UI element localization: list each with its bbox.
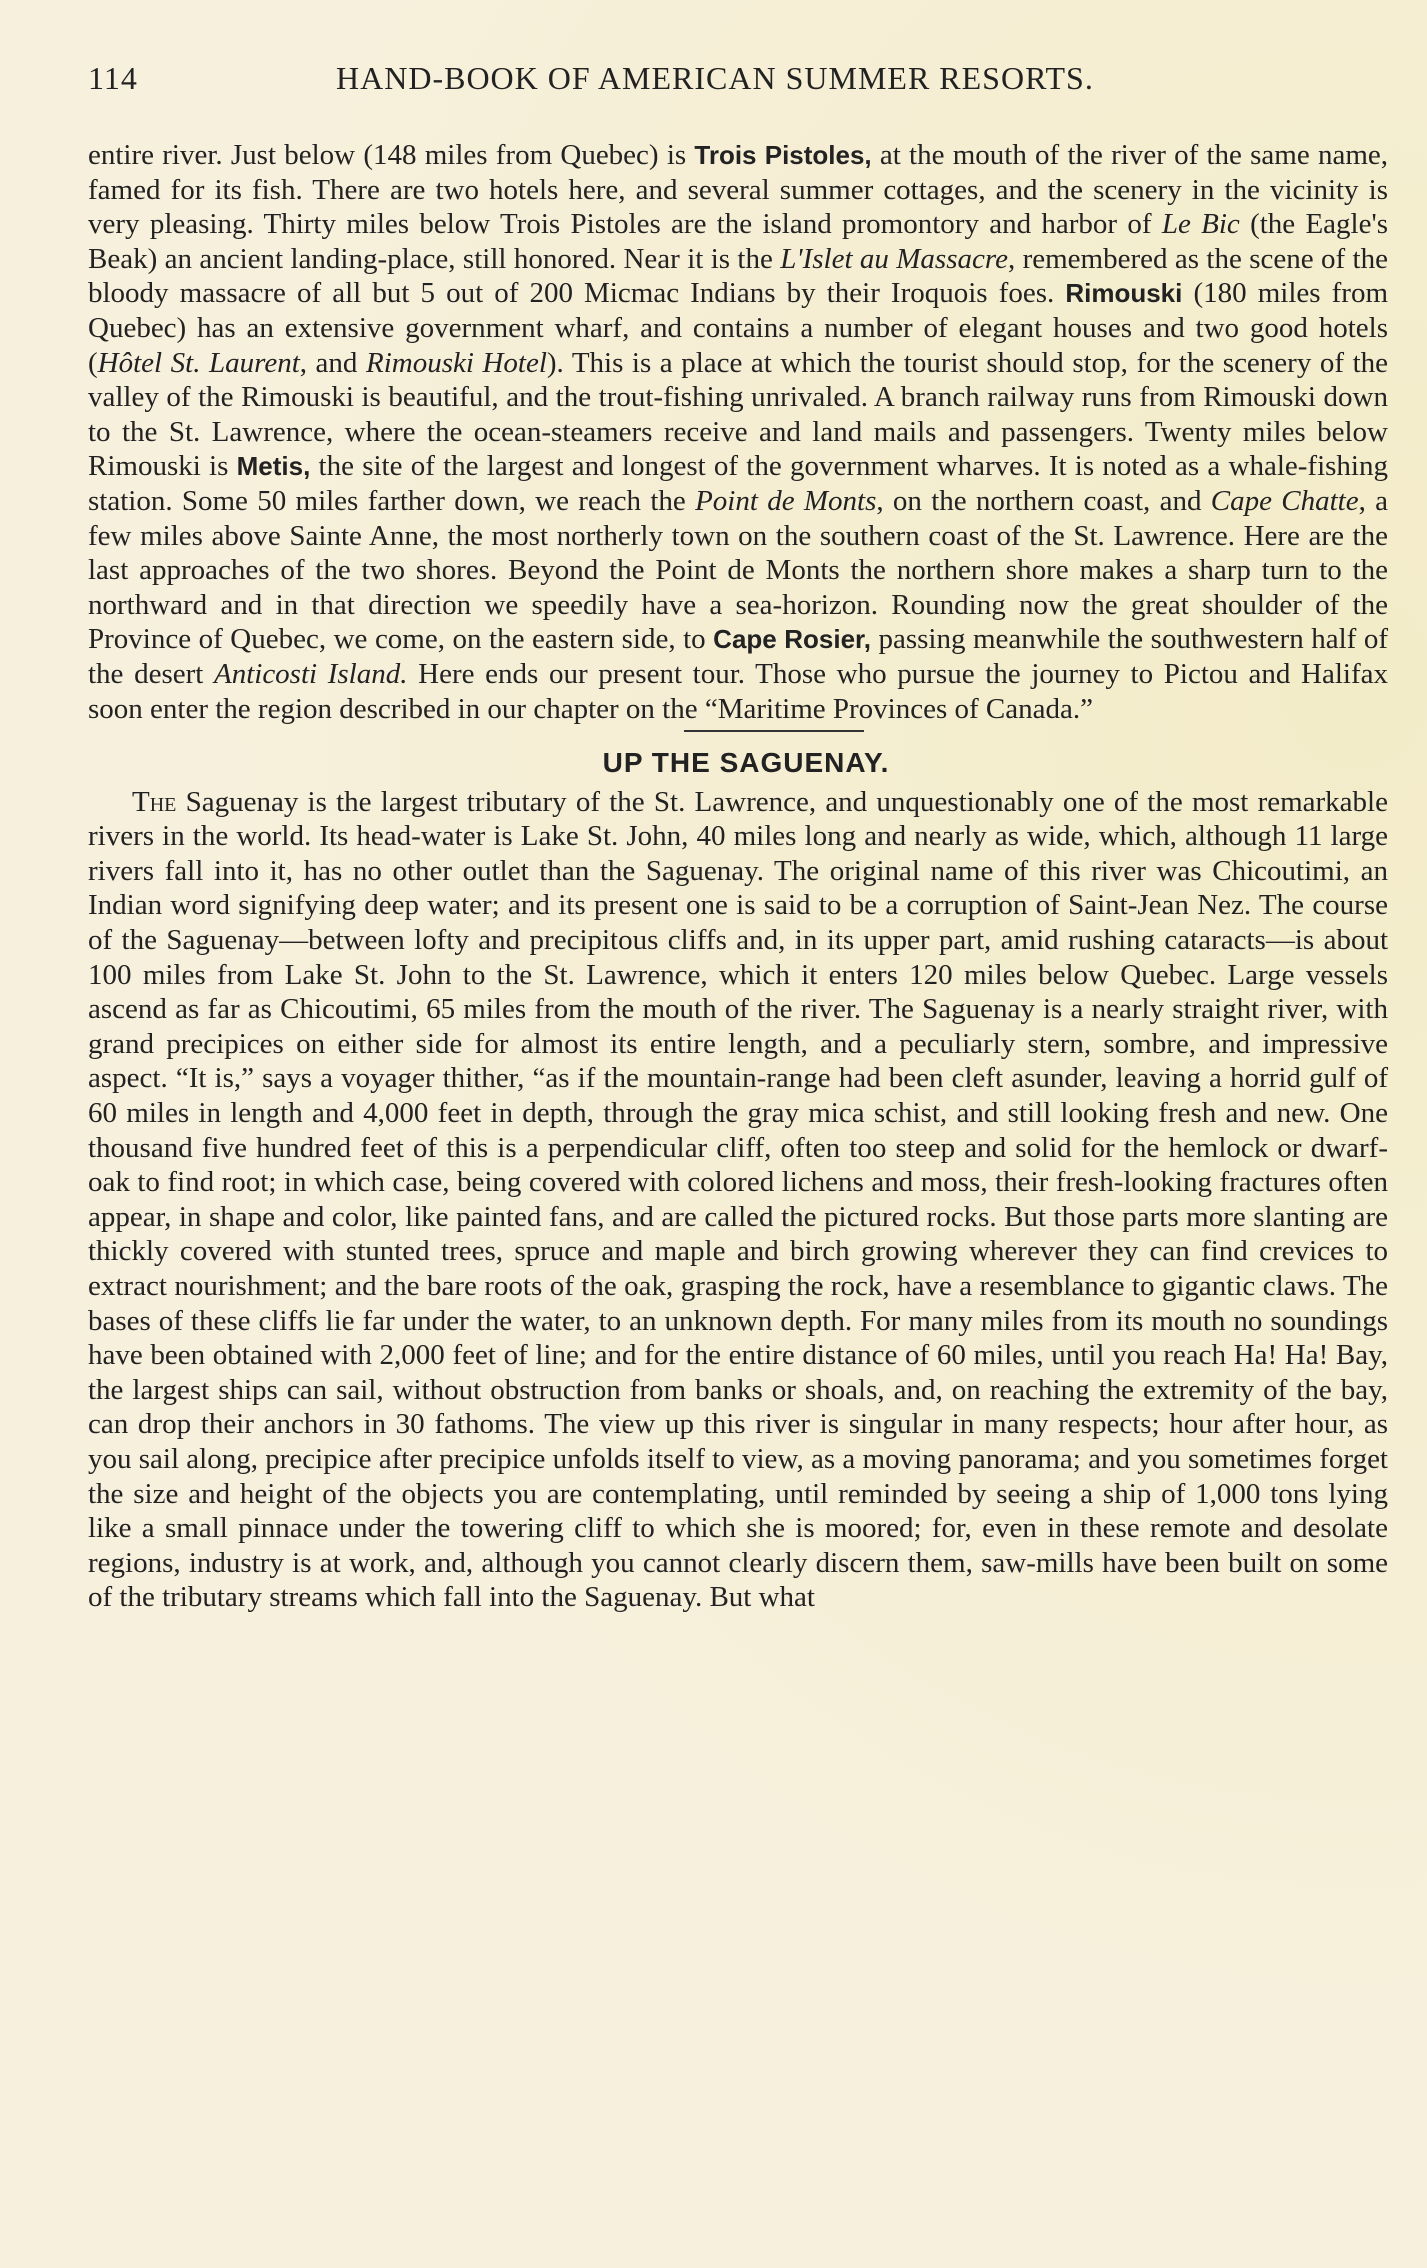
place-name-cape-rosier: Cape Rosier, (713, 624, 871, 655)
italic-anticosti-island: Anticosti Island. (213, 657, 408, 690)
italic-hotel-st-laurent: Hôtel St. Laurent (97, 346, 300, 379)
section-heading: UP THE SAGUENAY. (602, 747, 890, 779)
italic-rimouski-hotel: Rimouski Hotel (365, 346, 547, 379)
italic-islet-au-massacre: L'Islet au Massacre (780, 242, 1008, 275)
place-name-metis: Metis, (236, 451, 311, 482)
body-text (88, 138, 1388, 1615)
text-run: entire river. Just below (148 miles from Quebec) is (88, 139, 695, 171)
text-run: , on the northern coast, and (876, 484, 1211, 517)
running-title: HAND-BOOK OF AMERICAN SUMMER RESORTS. (336, 60, 1094, 96)
text-run: ). This is a place at which the tourist should stop, for the scenery of the valley of the Rimouski is beautiful, and the trout-fishing unrivaled. A branch railway runs from Rimouski down to the St. Lawrence, where the ocean-steamers receive and land mails and passengers. Twenty miles below Rimouski is (88, 346, 1389, 483)
place-name-trois-pistoles: Trois Pistoles, (694, 140, 872, 170)
text-run: Here ends our present tour. Those who pursue the journey to Pictou and Halifax soon enter the region described in our chapter on the “Maritime Provinces of Canada.” (88, 657, 1389, 725)
text-run: , and (299, 346, 366, 379)
book-page (88, 52, 1388, 1615)
italic-le-bic: Le Bic (1161, 208, 1240, 241)
paragraph-st-lawrence-tour (88, 138, 1388, 726)
paragraph-saguenay (88, 785, 1388, 1615)
text-run: (the Eagle's Beak) an ancient landing-place, still honored. Near it is the (88, 208, 1388, 275)
running-head (88, 52, 1388, 112)
italic-cape-chatte: Cape Chatte (1210, 484, 1359, 517)
italic-point-de-monts: Point de Monts (695, 484, 877, 517)
place-name-rimouski: Rimouski (1065, 278, 1183, 309)
text-run: , a few miles above Sainte Anne, the most northerly town on the southern coast of the St. Lawrence. Here are the last approaches of the two shores. Beyond the Point de Monts the northern shore makes a sharp turn to the northward and in that direction we speedily have a sea-horizon. Rounding now the great shoulder of the Province of Quebec, we come, on the eastern side, to (88, 484, 1389, 656)
text-run: Saguenay is the largest tributary of the St. Lawrence, and unquestionably one of the most remarkable rivers in the world. Its head-water is Lake St. John, 40 miles long and nearly as wide, which, although 11 large rivers fall into it, has no other outlet than the Saguenay. The original name of this river was Chicoutimi, an Indian word signifying deep water; and its present one is said to be a corruption of Saint-Jean Nez. The course of the Saguenay—between lofty and precipitous cliffs and, in its upper part, amid rushing cataracts—is about 100 miles from Lake St. John to the St. Lawrence, which it enters 120 miles below Quebec. Large vessels ascend as far as Chicoutimi, 65 miles from the mouth of the river. The Saguenay is a nearly straight river, with grand precipices on either side for almost its entire length, and a peculiarly stern, sombre, and impressive aspect. “It is,” says a voyager thither, “as if the mountain-range had been cleft asunder, leaving a horrid gulf of 60 miles in length and 4,000 feet in depth, through the gray mica schist, and still looking fresh and new. One thousand five hundred feet of this is a perpendicular cliff, often too steep and solid for the hemlock or dwarf-oak to find root; in which case, being covered with colored lichens and moss, their fresh-looking fractures often appear, in shape and color, like painted fans, and are called the pictured rocks. But those parts more slanting are thickly covered with stunted trees, spruce and maple and birch growing wherever they can find crevices to extract nourishment; and the bare roots of the oak, grasping the rock, have a resemblance to gigantic claws. The bases of these cliffs lie far under the water, to an unknown depth. For many miles from its mouth no soundings have been obtained with 2,000 feet of line; and for the entire distance of 60 miles, until you reach Ha! Ha! Bay, the largest ships can sail, without obstruction from banks or shoals, and, on reaching the extremity of the bay, can drop their anchors in 30 fathoms. The view up this river is singular in many respects; hour after hour, as you sail along, precipice after precipice unfolds itself to view, as a moving panorama; and you sometimes forget the size and height of the objects you are contemplating, until reminded by seeing a ship of 1,000 tons lying like a small pinnace under the towering cliff to which she is moored; for, even in these remote and desolate regions, industry is at work, and, although you cannot clearly discern them, saw-mills have been built on some of the tributary streams which fall into the Saguenay. But what (88, 785, 1388, 1614)
text-run: the site of the largest and longest of the government wharves. It is noted as a whale-fishing station. Some 50 miles farther down, we reach the (88, 450, 1388, 517)
lead-word: The (132, 785, 177, 818)
text-run: (180 miles from Quebec) has an extensive government wharf, and contains a number of elegant houses and two good hotels ( (88, 277, 1389, 379)
text-run: at the mouth of the river of the same name, famed for its fish. There are two hotels here, and several summer cottages, and the scenery in the vicinity is very pleasing. Thirty miles below Trois Pistoles are the island promontory and harbor of (88, 139, 1388, 241)
text-run: passing meanwhile the southwestern half of the desert (88, 623, 1388, 690)
page-number: 114 (88, 60, 138, 96)
text-run: , remembered as the scene of the bloody massacre of all but 5 out of 200 Micmac Indians by their Iroquois foes. (88, 242, 1388, 310)
section-divider (684, 730, 864, 732)
